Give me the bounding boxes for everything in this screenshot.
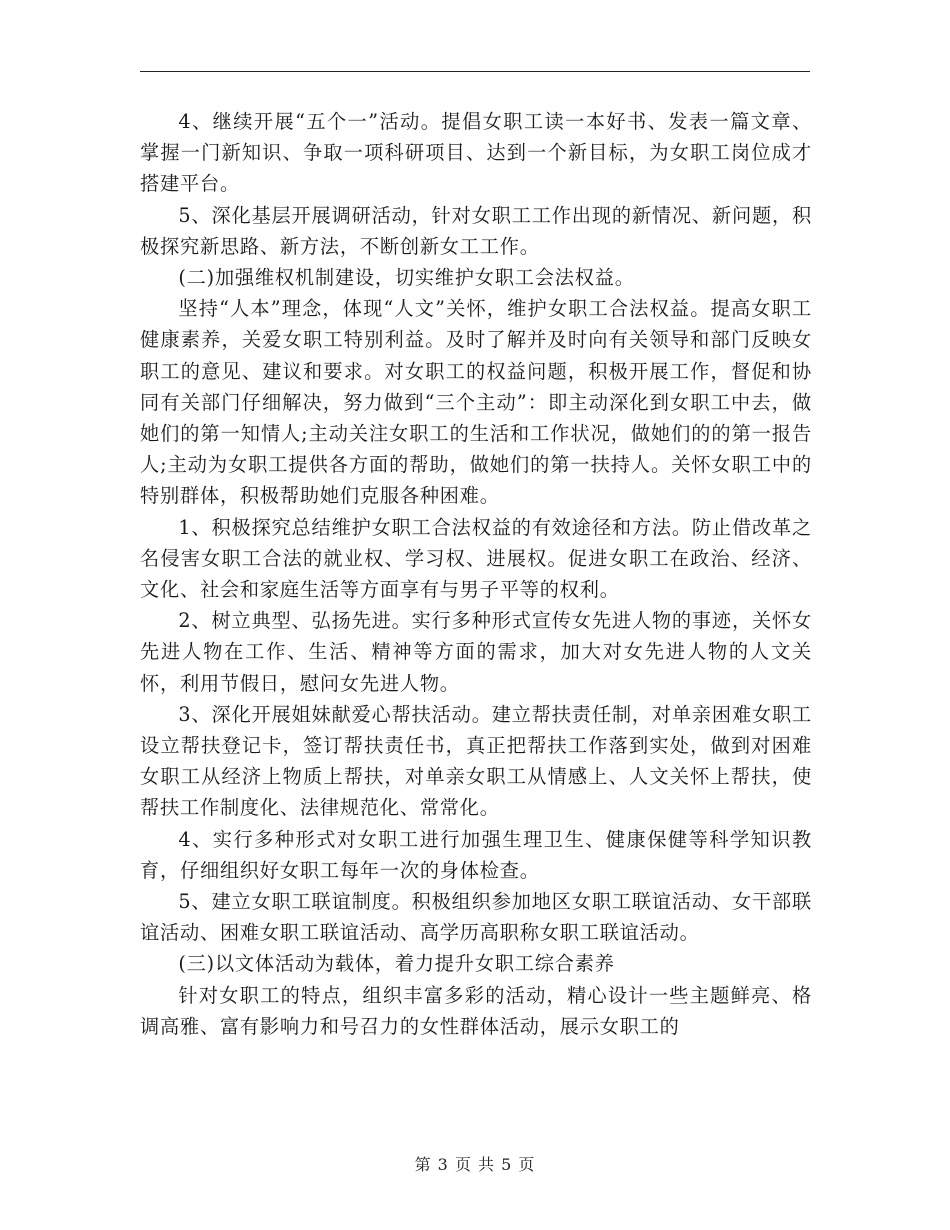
paragraph: 2、树立典型、弘扬先进。实行多种形式宣传女先进人物的事迹，关怀女先进人物在工作、生活、精神等方面的需求，加大对女先进人物的人文关怀，利用节假日，慰问女先进人物。 [140, 609, 812, 695]
section-heading: (三)以文体活动为载体，着力提升女职工综合素养 [178, 952, 615, 976]
paragraph: 3、深化开展姐妹献爱心帮扶活动。建立帮扶责任制，对单亲困难女职工设立帮扶登记卡，签订帮扶责任书，真正把帮扶工作落到实处，做到对困难女职工从经济上物质上帮扶，对单亲女职工从情感上、人文关怀上帮扶，使帮扶工作制度化、法律规范化、常常化。 [140, 702, 812, 820]
paragraph: 5、建立女职工联谊制度。积极组织参加地区女职工联谊活动、女干部联谊活动、困难女职工联谊活动、高学历高职称女职工联谊活动。 [140, 890, 812, 945]
section-heading: (二)加强维权机制建设，切实维护女职工会法权益。 [178, 266, 635, 290]
paragraph: 针对女职工的特点，组织丰富多彩的活动，精心设计一些主题鲜亮、格调高雅、富有影响力和号召力的女性群体活动，展示女职工的 [140, 983, 812, 1038]
paragraph: 5、深化基层开展调研活动，针对女职工工作出现的新情况、新问题，积极探究新思路、新方法，不断创新女工工作。 [140, 203, 812, 258]
header-rule [140, 71, 810, 72]
paragraph: 4、实行多种形式对女职工进行加强生理卫生、健康保健等科学知识教育，仔细组织好女职工每年一次的身体检查。 [140, 827, 812, 882]
paragraph: 4、继续开展“五个一”活动。提倡女职工读一本好书、发表一篇文章、掌握一门新知识、争取一项科研项目、达到一个新目标，为女职工岗位成才搭建平台。 [140, 110, 812, 196]
document-body [140, 106, 812, 1042]
paragraph: 1、积极探究总结维护女职工合法权益的有效途径和方法。防止借改革之名侵害女职工合法的就业权、学习权、进展权。促进女职工在政治、经济、文化、社会和家庭生活等方面享有与男子平等的权利。 [140, 515, 812, 602]
paragraph: 坚持“人本”理念，体现“人文”关怀，维护女职工合法权益。提高女职工健康素养，关爱女职工特别利益。及时了解并及时向有关领导和部门反映女职工的意见、建议和要求。对女职工的权益问题，积极开展工作，督促和协同有关部门仔细解决，努力做到“三个主动”：即主动深化到女职工中去，做她们的第一知情人;主动关注女职工的生活和工作状况，做她们的的第一报告人;主动为女职工提供各方面的帮助，做她们的第一扶持人。关怀女职工中的特别群体，积极帮助她们克服各种困难。 [140, 297, 812, 508]
page-number: 第 3 页 共 5 页 [414, 1155, 536, 1174]
